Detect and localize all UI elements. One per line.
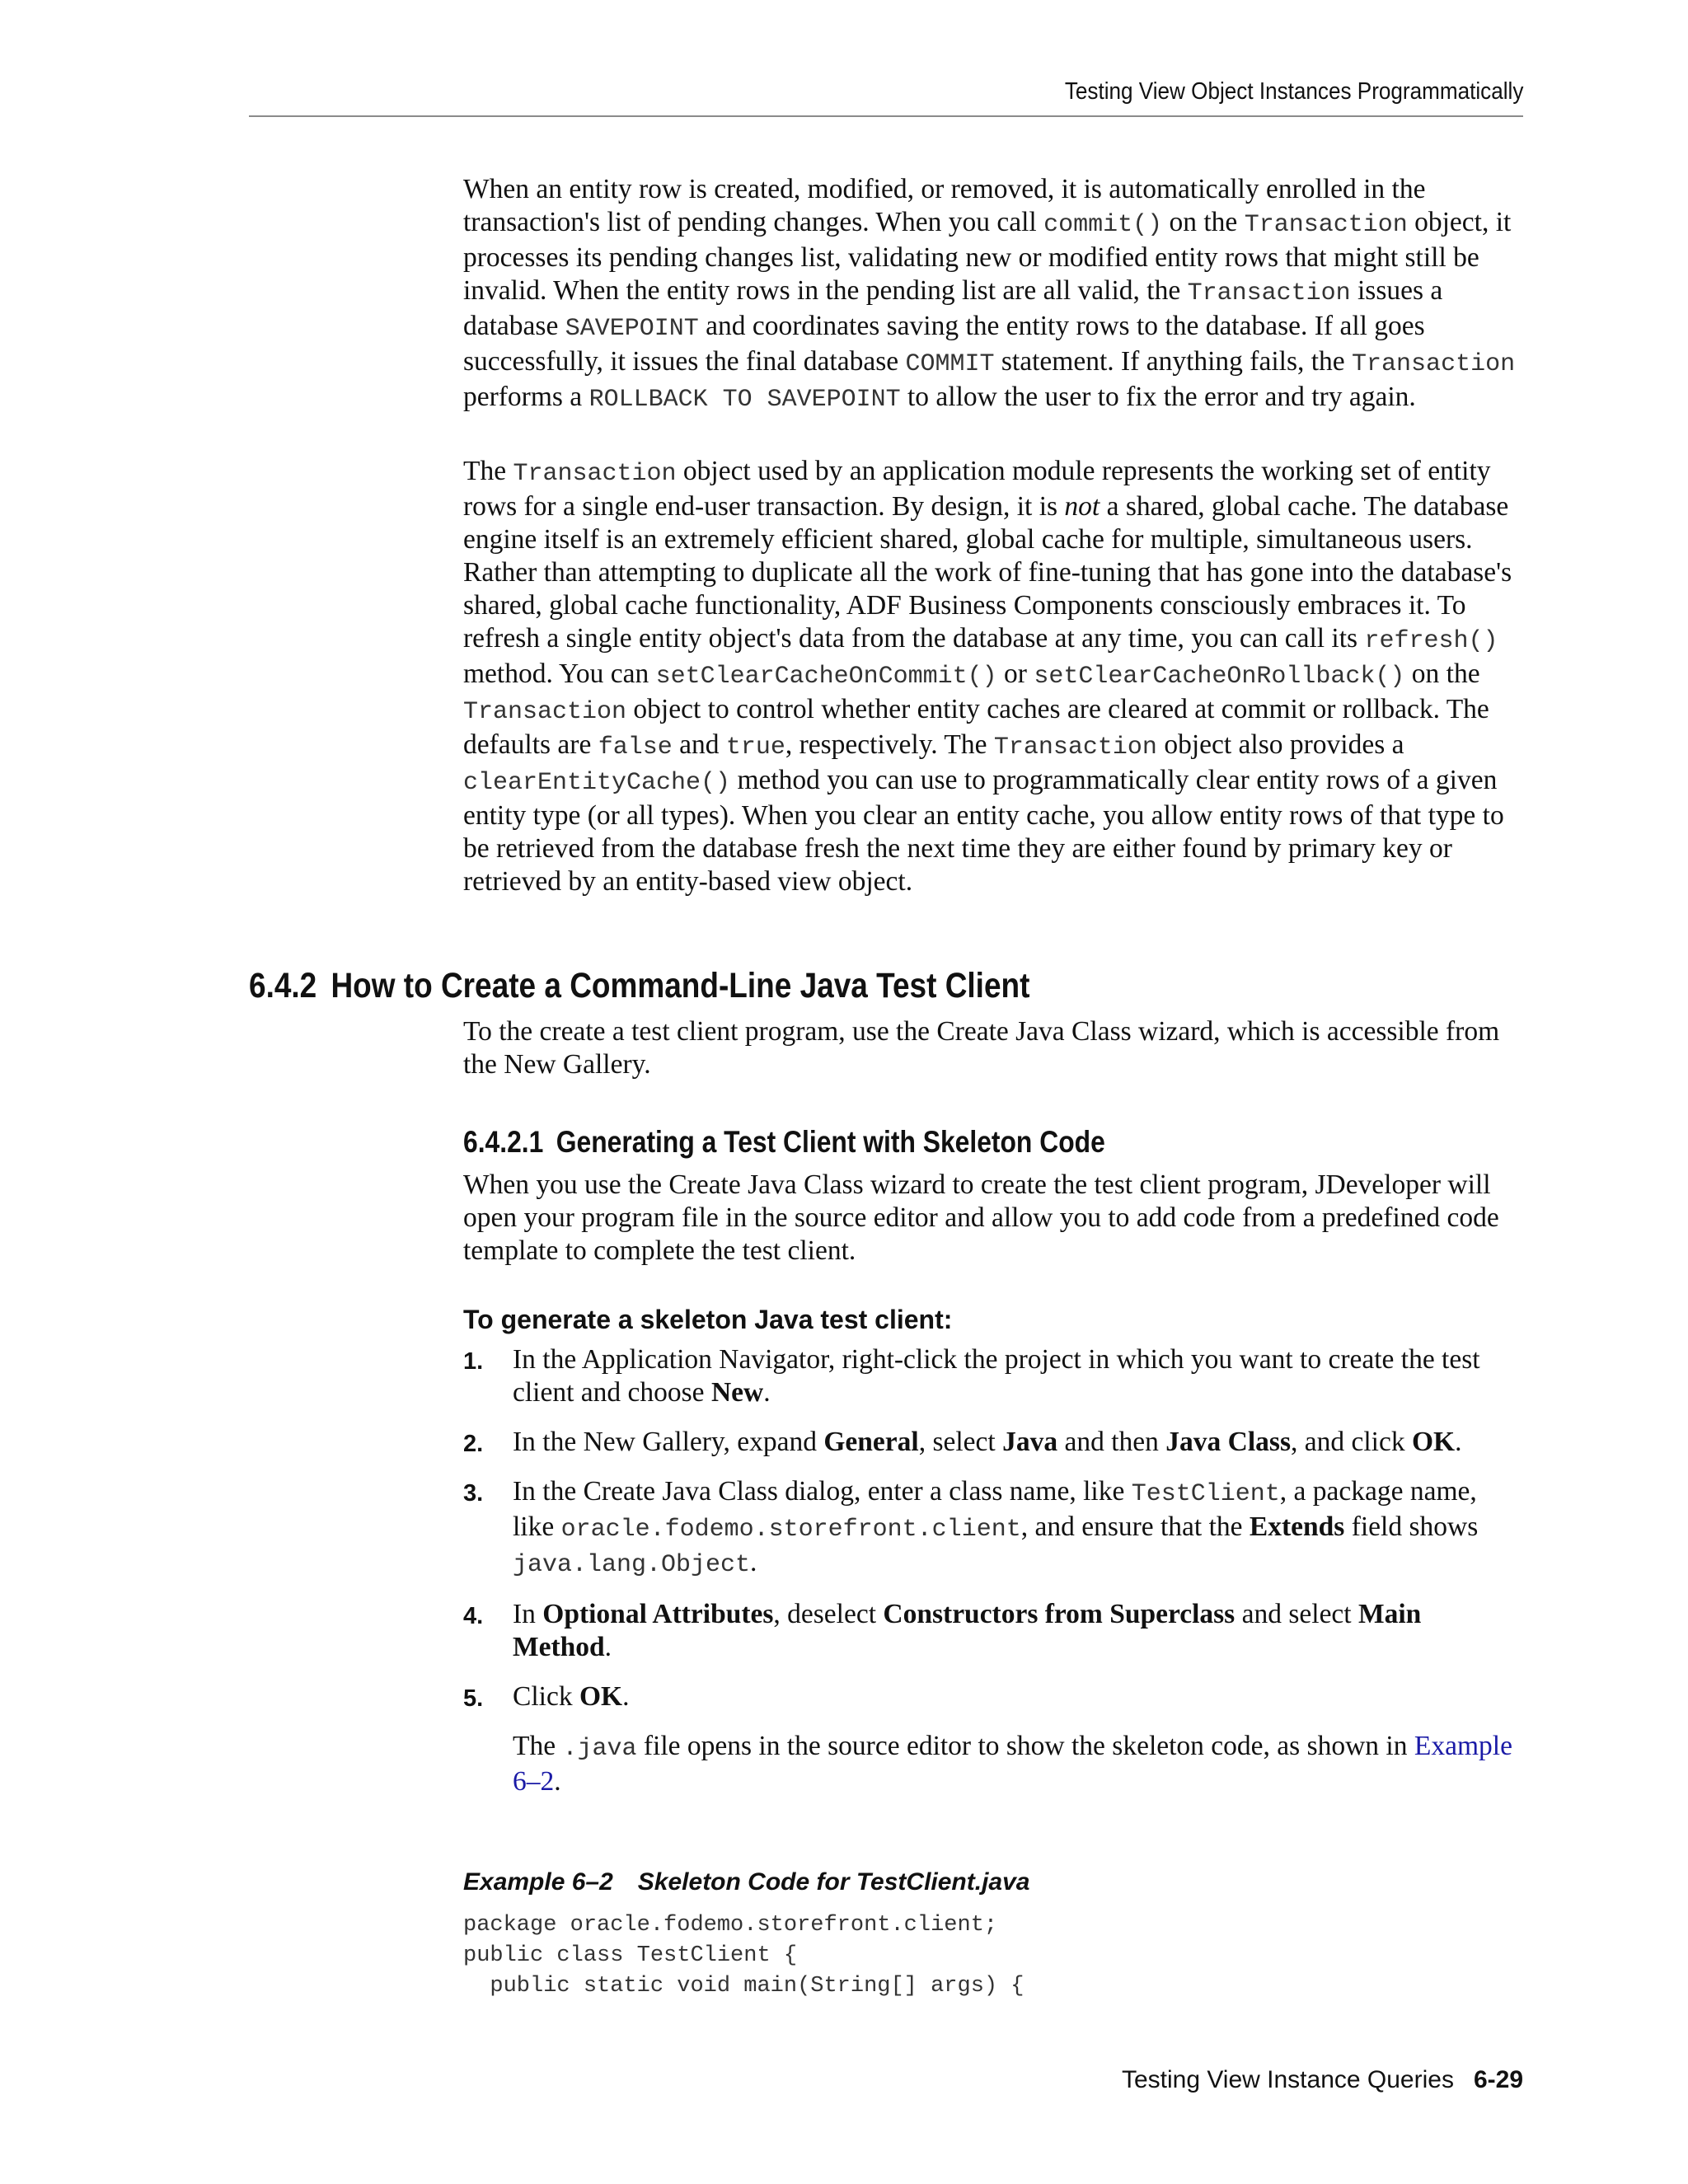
section-number: 6.4.2 (249, 966, 317, 1005)
code-line: public class TestClient { (463, 1943, 798, 1968)
code-inline: false (598, 733, 673, 762)
running-header (249, 76, 1523, 117)
code-inline: setClearCacheOnCommit() (655, 663, 997, 691)
ui-term: Main Method (513, 1599, 1422, 1662)
step-text: In the Create Java Class dialog, enter a class name, like TestClient, a package name, like oracle.fodemo.storefront.client, and ensure that the Extends field shows java.lang.Object. (513, 1476, 1479, 1579)
code-inline: TestClient (1131, 1480, 1280, 1508)
code-line: public static void main(String[] args) { (463, 1974, 1025, 1999)
step-number: 5. (463, 1685, 484, 1712)
code-inline: Transaction (1187, 279, 1351, 307)
code-inline: ROLLBACK TO SAVEPOINT (588, 386, 901, 414)
ui-term: Optional Attributes (542, 1599, 774, 1629)
example-link[interactable]: Example 6–2 (513, 1731, 1512, 1797)
code-inline: SAVEPOINT (565, 315, 699, 343)
code-inline: oracle.fodemo.storefront.client (560, 1516, 1021, 1544)
code-line: package oracle.fodemo.storefront.client; (463, 1913, 998, 1938)
section-heading (249, 963, 1383, 1009)
example-title: Skeleton Code for TestClient.java (637, 1868, 1030, 1896)
paragraph-transaction-cache: The Transaction object used by an application module represents the working set of entity rows for a single end-user transaction. By design, it is not a shared, global cache. The database engine itself is an extremely efficient shared, global cache for multiple, simultaneous users. Rather than attempting to duplicate all the work of fine-tuning that has gone into the database's shared, global cache functionality, ADF Business Components consciously embraces it. To refresh a single entity object's data from the database at any time, you can call its refresh() method. You can setClearCacheOnCommit() or setClearCacheOnRollback() on the Transaction object to control whether entity caches are cleared at commit or rollback. The defaults are false and true, respectively. The Transaction object also provides a clearEntityCache() method you can use to programmatically clear entity rows of a given entity type (or all types). When you clear an entity cache, you allow entity rows of that type to be retrieved from the database fresh the next time they are either found by primary key or retrieved by an entity-based view object. (463, 456, 1512, 897)
subsection-intro: When you use the Create Java Class wizard to create the test client program, JDeveloper will open your program file in the source editor and allow you to add code from a predefined code template to complete the test client. (463, 1169, 1499, 1266)
step-5 (463, 1680, 1523, 1713)
code-inline: refresh() (1364, 627, 1498, 655)
example-caption (463, 1866, 1029, 1899)
subsection-heading (463, 1122, 1385, 1162)
step-4 (463, 1598, 1523, 1664)
step-number: 3. (463, 1480, 484, 1507)
emphasis: not (1064, 491, 1100, 522)
section-intro: To the create a test client program, use the Create Java Class wizard, which is accessible from the New Gallery. (463, 1016, 1500, 1080)
step-text: In Optional Attributes, deselect Constructors from Superclass and select Main Method. (513, 1599, 1422, 1662)
page-footer (907, 2064, 1523, 2097)
running-header-title: Testing View Object Instances Programmatically (1064, 78, 1523, 105)
code-inline: .java (562, 1735, 637, 1763)
code-inline: Transaction (1244, 211, 1408, 239)
ui-term: Extends (1249, 1511, 1345, 1542)
code-inline: clearEntityCache() (463, 769, 731, 797)
ui-term: General (823, 1427, 919, 1457)
step-1 (463, 1343, 1523, 1409)
step-text: In the Application Navigator, right-click the project in which you want to create the test client and choose New. (513, 1344, 1480, 1408)
ui-term: OK (579, 1681, 623, 1712)
code-inline: setClearCacheOnRollback() (1034, 663, 1405, 691)
subsection-number: 6.4.2.1 (463, 1125, 544, 1159)
step-text: Click OK. (513, 1681, 630, 1712)
step-3 (463, 1475, 1523, 1582)
example-label: Example 6–2 (463, 1868, 613, 1896)
ui-term: Constructors from Superclass (883, 1599, 1236, 1629)
page-number: 6-29 (1473, 2066, 1523, 2093)
code-block (463, 1910, 1025, 2002)
step-number: 4. (463, 1603, 484, 1629)
ui-term: Java (1002, 1427, 1058, 1457)
footer-chapter: Testing View Instance Queries (1121, 2066, 1454, 2093)
code-inline: true (725, 733, 785, 762)
step-number: 1. (463, 1348, 484, 1375)
code-inline: Transaction (463, 698, 627, 726)
step-result-note: The .java file opens in the source editor to show the skeleton code, as shown in Example 6–2. (513, 1731, 1512, 1797)
code-inline: java.lang.Object (513, 1551, 751, 1579)
ui-term: OK (1411, 1427, 1456, 1457)
paragraph-transaction-pending-changes: When an entity row is created, modified, or removed, it is automatically enrolled in the transaction's list of pending changes. When you call commit() on the Transaction object, it processes its pending changes list, validating new or modified entity rows that might still be invalid. When the entity rows in the pending list are all valid, the Transaction issues a database SAVEPOINT and coordinates saving the entity rows to the database. If all goes successfully, it issues the final database COMMIT statement. If anything fails, the Transaction performs a ROLLBACK TO SAVEPOINT to allow the user to fix the error and try again. (463, 174, 1516, 414)
ui-term: Java Class (1165, 1427, 1291, 1457)
procedure-title: To generate a skeleton Java test client: (463, 1305, 953, 1334)
section-title: How to Create a Command-Line Java Test Client (331, 966, 1030, 1005)
code-inline: Transaction (513, 460, 677, 488)
procedure-steps (463, 1343, 1523, 1798)
step-text: In the New Gallery, expand General, select Java and then Java Class, and click OK. (513, 1427, 1462, 1457)
code-inline: commit() (1043, 211, 1163, 239)
subsection-title: Generating a Test Client with Skeleton Code (556, 1125, 1105, 1159)
ui-term: New (710, 1377, 764, 1408)
step-2 (463, 1426, 1523, 1459)
step-number: 2. (463, 1431, 484, 1457)
code-inline: Transaction (1352, 350, 1516, 378)
code-inline: Transaction (993, 733, 1157, 762)
code-inline: COMMIT (905, 350, 995, 378)
